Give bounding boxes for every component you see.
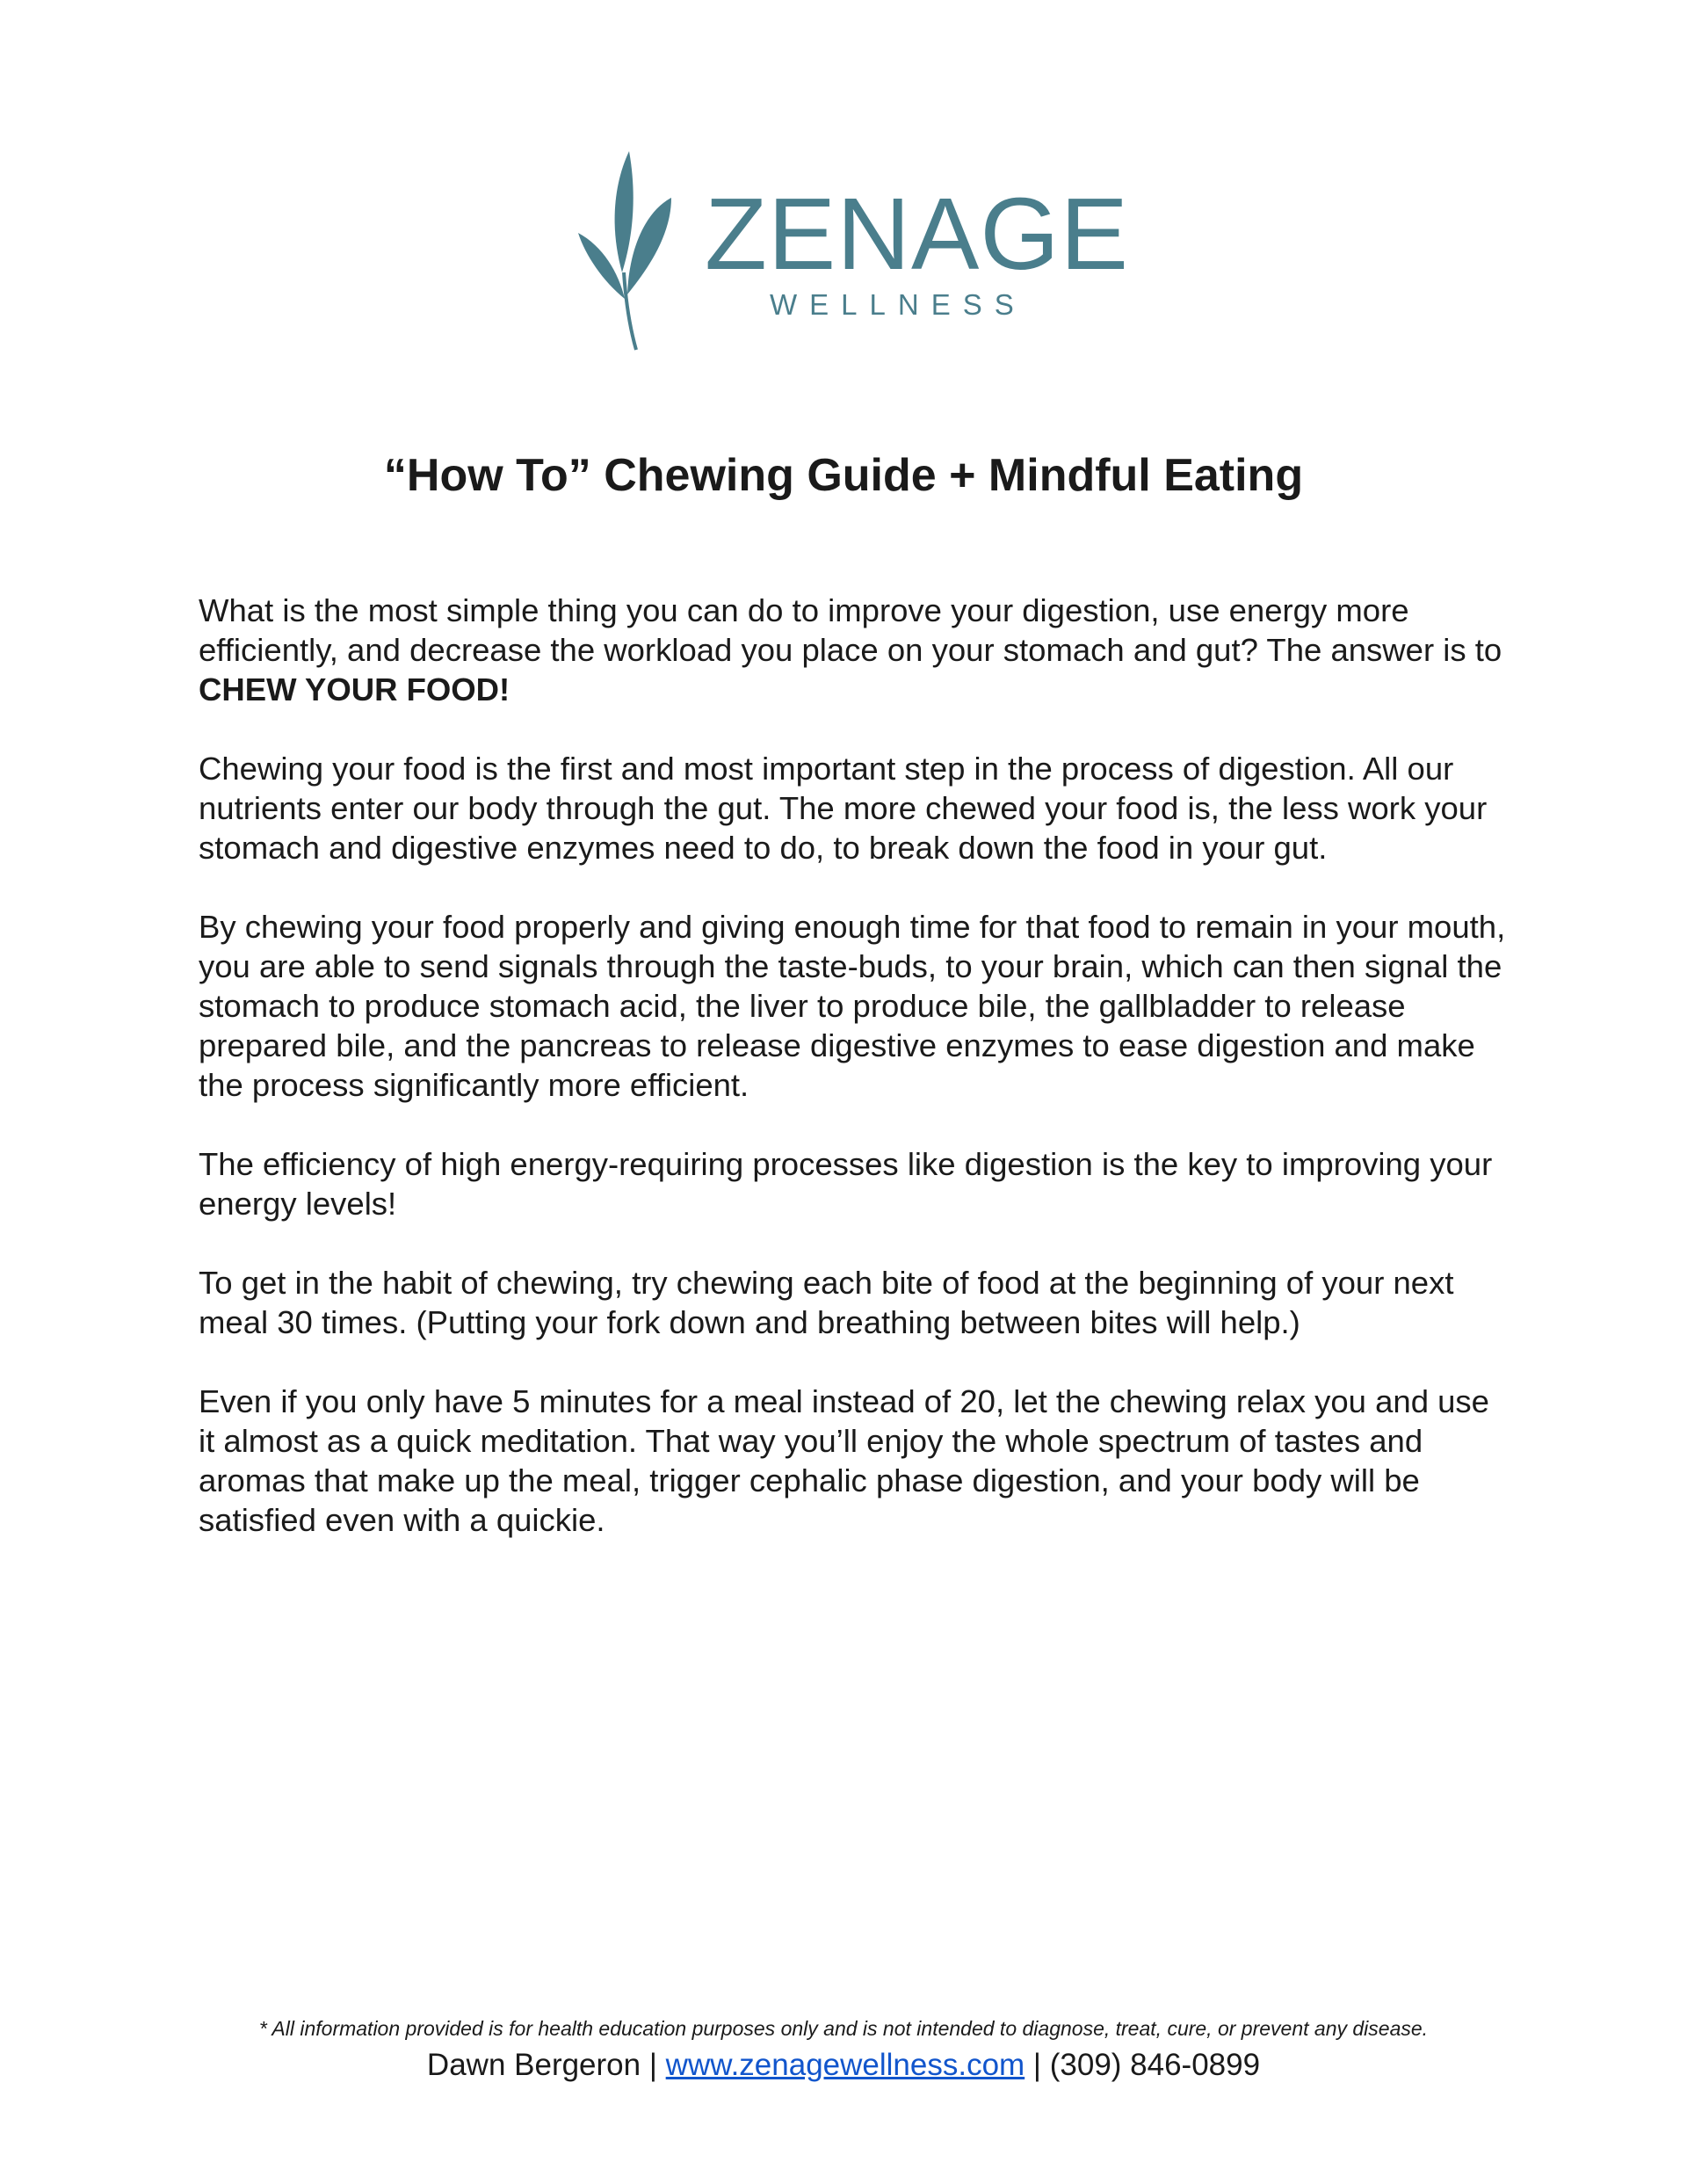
paragraph-efficiency: The efficiency of high energy-requiring processes like digestion is the key to improving your energy levels!: [199, 1146, 1493, 1222]
separator: |: [641, 2048, 666, 2082]
contact-line: [0, 2048, 1687, 2083]
article-body: [199, 591, 1508, 1579]
separator: |: [1025, 2048, 1050, 2082]
paragraph-intro: [199, 591, 1508, 709]
paragraph-chewing: Chewing your food is the first and most important step in the process of digestion. All our nutrients enter our body through the gut. The more chewed your food is, the less work your stomach and digestive enzymes need to do, to break down the food in your gut.: [199, 751, 1488, 866]
paragraph-habit: To get in the habit of chewing, try chewing each bite of food at the beginning of your next meal 30 times. (Putting your fork down and breathing between bites will help.): [199, 1265, 1454, 1340]
contact-name: Dawn Bergeron: [426, 2048, 641, 2082]
intro-emphasis: CHEW YOUR FOOD!: [199, 671, 510, 707]
leaf-icon: [576, 149, 682, 352]
brand-name: ZENAGE: [705, 177, 1129, 291]
disclaimer: * All information provided is for health education purposes only and is not intended to diagnose, treat, cure, or prevent any disease.: [258, 2017, 1429, 2040]
phone-number: (309) 846-0899: [1049, 2048, 1261, 2082]
intro-text: What is the most simple thing you can do to improve your digestion, use energy more efficiently, and decrease the workload you place on your stomach and gut? The answer is to: [199, 592, 1502, 668]
logo: [576, 149, 1129, 352]
page-title: “How To” Chewing Guide + Mindful Eating: [383, 450, 1304, 501]
website-link[interactable]: www.zenagewellness.com: [665, 2048, 1025, 2082]
paragraph-meditation: Even if you only have 5 minutes for a meal instead of 20, let the chewing relax you and use it almost as a quick meditation. That way you’ll enjoy the whole spectrum of tastes and aromas that make up the meal, trigger cephalic phase digestion, and your body will be satisfied even with a quickie.: [199, 1383, 1489, 1538]
paragraph-signals: By chewing your food properly and giving enough time for that food to remain in your mouth, you are able to send signals through the taste-buds, to your brain, which can then signal the stomach to produce stomach acid, the liver to produce bile, the gallbladder to release prepared bile, and the pancreas to release digestive enzymes to ease digestion and make the process significantly more efficient.: [199, 909, 1506, 1103]
brand-tagline: WELLNESS: [770, 288, 1026, 321]
